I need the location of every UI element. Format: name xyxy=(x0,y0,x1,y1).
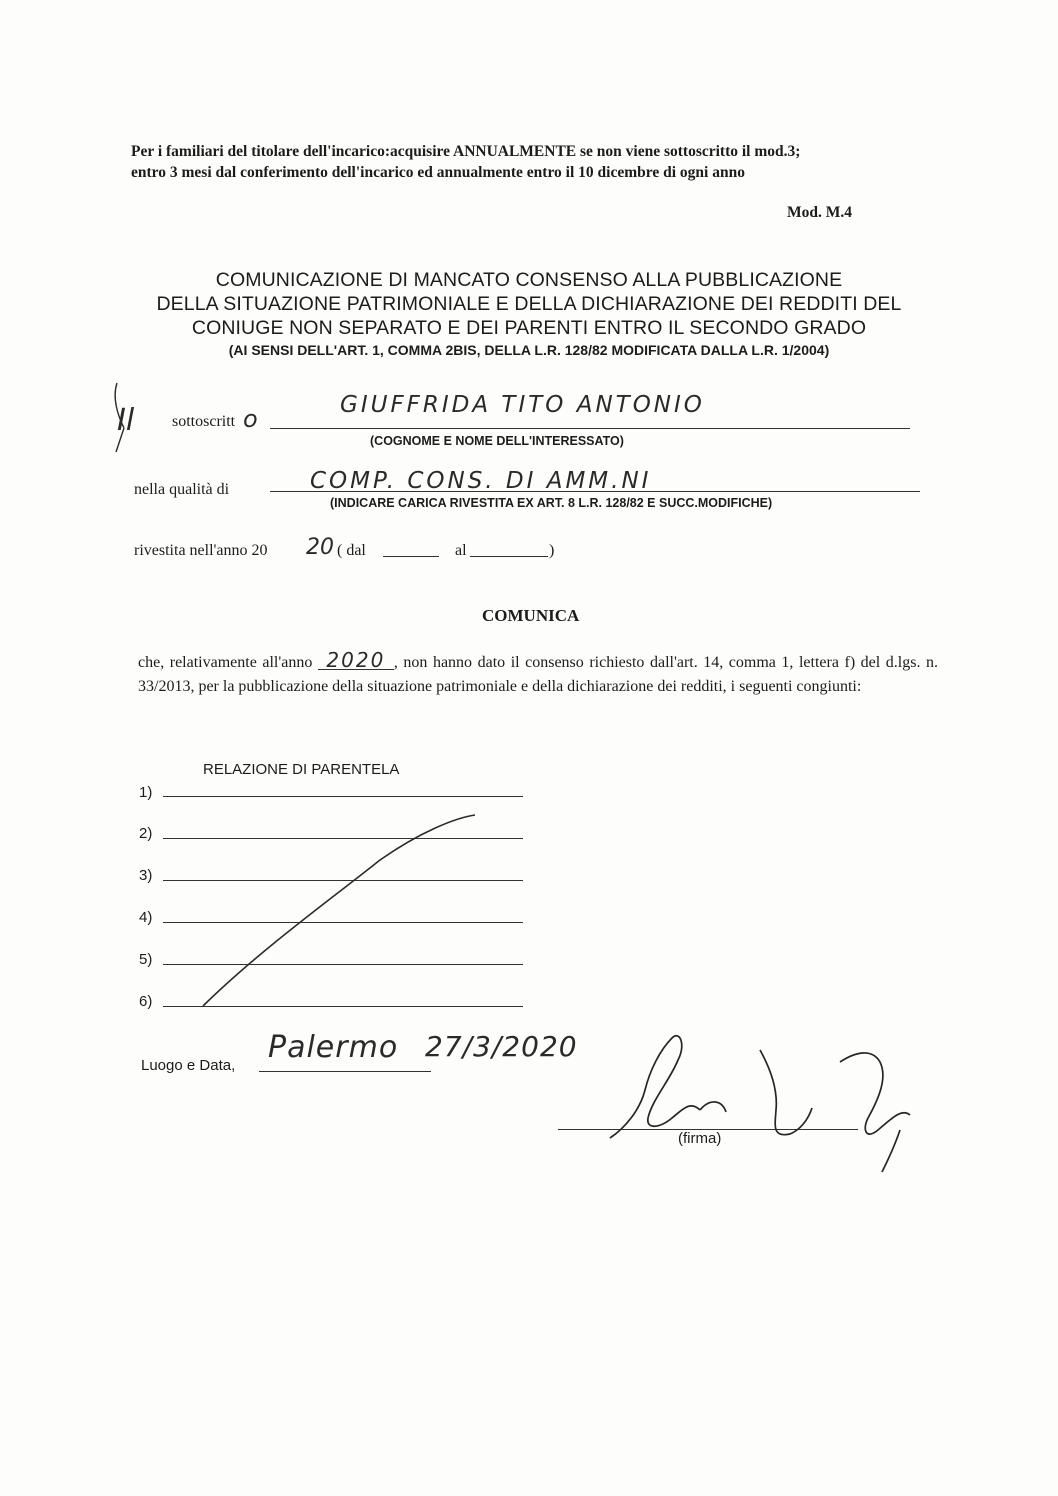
handwritten-gender-suffix: o xyxy=(243,405,261,433)
role-label: nella qualità di xyxy=(134,481,230,498)
comunica-heading: COMUNICA xyxy=(482,606,580,625)
statement-text: , non hanno dato il consenso richiesto dall'art. 14, comma 1, lettera f) del d.lgs. n. 33/2013, per la pubblicazione della situazione patrimoniale e della dichiarazione dei redditi, i seguenti congiunti: xyxy=(138,654,938,695)
model-number: Mod. M.4 xyxy=(787,204,853,221)
declarant-label: sottoscritt xyxy=(172,413,236,430)
year-label: rivestita nell'anno 20 xyxy=(134,542,268,559)
year-handwritten: 20 xyxy=(306,535,334,560)
strike-through-mark xyxy=(203,815,475,1006)
relations-header: RELAZIONE DI PARENTELA xyxy=(203,761,400,778)
header-note-line1: Per i familiari del titolare dell'incarico:acquisire ANNUALMENTE se non viene sottoscritto il mod.3; xyxy=(131,143,801,160)
declarant-name-handwritten: GIUFFRIDA TITO ANTONIO xyxy=(340,392,705,418)
handwritten-prefix: Il xyxy=(117,403,135,438)
from-label: ( dal xyxy=(337,542,366,559)
relation-row-number: 5) xyxy=(139,951,153,968)
relation-row-number: 3) xyxy=(139,867,153,884)
name-caption: (COGNOME E NOME DELL'INTERESSATO) xyxy=(370,434,624,448)
signature-scribble xyxy=(610,1036,910,1172)
to-label: al xyxy=(455,542,467,559)
header-note-line2: entro 3 mesi dal conferimento dell'incarico ed annualmente entro il 10 dicembre di ogni anno xyxy=(131,164,745,181)
close-paren: ) xyxy=(549,542,555,559)
date-handwritten: 27/3/2020 xyxy=(425,1030,578,1063)
relation-row-number: 4) xyxy=(139,909,153,926)
signature-caption: (firma) xyxy=(678,1130,722,1147)
relation-row-number: 6) xyxy=(139,993,153,1010)
relation-row-number: 2) xyxy=(139,825,153,842)
prefix-flourish-mark xyxy=(115,383,124,452)
title-line1: COMUNICAZIONE DI MANCATO CONSENSO ALLA PUBBLICAZIONE xyxy=(215,269,843,291)
relation-row-number: 1) xyxy=(139,784,153,801)
role-handwritten: COMP. CONS. DI AMM.NI xyxy=(310,468,652,494)
title-line3: CONIUGE NON SEPARATO E DEI PARENTI ENTRO IL SECONDO GRADO xyxy=(191,317,867,339)
place-handwritten: Palermo xyxy=(268,1030,399,1065)
legal-reference: (AI SENSI DELL'ART. 1, COMMA 2BIS, DELLA L.R. 128/82 MODIFICATA DALLA L.R. 1/2004) xyxy=(228,342,830,358)
role-caption: (INDICARE CARICA RIVESTITA EX ART. 8 L.R. 128/82 E SUCC.MODIFICHE) xyxy=(330,496,773,510)
place-date-label: Luogo e Data, xyxy=(141,1057,236,1074)
statement-year-handwritten: 2020 xyxy=(318,651,394,670)
statement-prefix: che, relativamente all'anno xyxy=(138,654,313,671)
title-line2: DELLA SITUAZIONE PATRIMONIALE E DELLA DICHIARAZIONE DEI REDDITI DEL xyxy=(156,293,902,315)
